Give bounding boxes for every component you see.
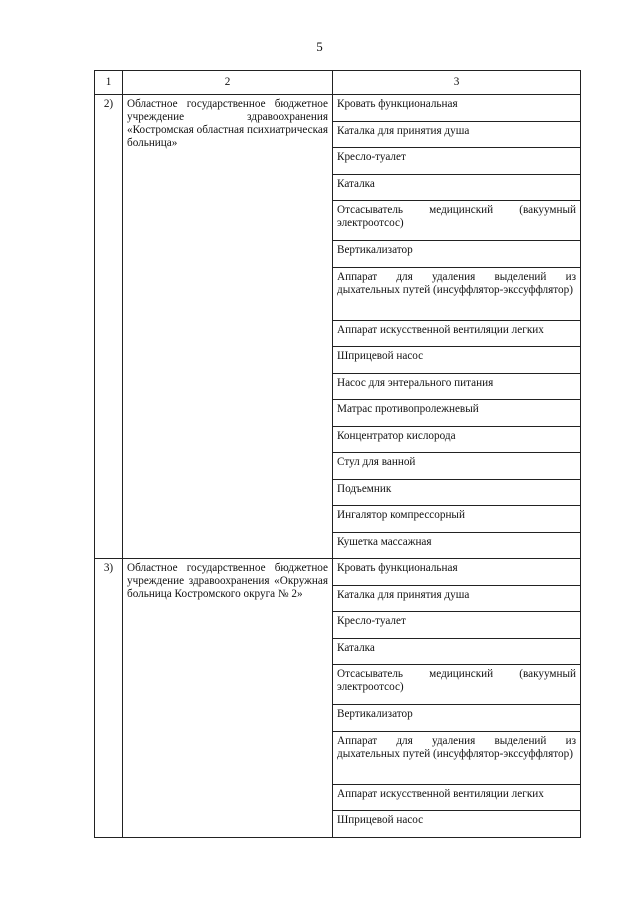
equipment-item: Насос для энтерального питания: [333, 373, 581, 400]
equipment-item: Ингалятор компрессорный: [333, 506, 581, 533]
equipment-item: Шприцевой насос: [333, 347, 581, 374]
equipment-item: Отсасыватель медицинский (вакуумный электроотсос): [333, 665, 581, 705]
equipment-item: Кровать функциональная: [333, 95, 581, 122]
table-row: [95, 95, 581, 122]
equipment-item: Вертикализатор: [333, 705, 581, 732]
equipment-item: Кресло-туалет: [333, 148, 581, 175]
equipment-item: Аппарат искусственной вентиляции легких: [333, 784, 581, 811]
row-number: 2): [95, 95, 123, 559]
equipment-table: [94, 70, 581, 838]
equipment-item: Кресло-туалет: [333, 612, 581, 639]
equipment-item: Шприцевой насос: [333, 811, 581, 838]
equipment-item: Каталка для принятия душа: [333, 121, 581, 148]
organization-name: Областное государственное бюджетное учреждение здравоохранения «Окружная больница Костромского округа № 2»: [123, 559, 333, 838]
equipment-item: Матрас противопролежневый: [333, 400, 581, 427]
equipment-item: Вертикализатор: [333, 241, 581, 268]
equipment-item: Аппарат для удаления выделений из дыхательных путей (инсуффлятор-экссуффлятор): [333, 731, 581, 784]
header-col-2: 2: [123, 71, 333, 95]
equipment-item: Кушетка массажная: [333, 532, 581, 559]
equipment-item: Каталка для принятия душа: [333, 585, 581, 612]
equipment-item: Каталка: [333, 174, 581, 201]
table-header-row: [95, 71, 581, 95]
equipment-item: Каталка: [333, 638, 581, 665]
equipment-item: Кровать функциональная: [333, 559, 581, 586]
equipment-item: Аппарат искусственной вентиляции легких: [333, 320, 581, 347]
header-col-3: 3: [333, 71, 581, 95]
equipment-item: Аппарат для удаления выделений из дыхательных путей (инсуффлятор-экссуффлятор): [333, 267, 581, 320]
row-number: 3): [95, 559, 123, 838]
equipment-item: Отсасыватель медицинский (вакуумный электроотсос): [333, 201, 581, 241]
table-row: [95, 559, 581, 586]
equipment-item: Концентратор кислорода: [333, 426, 581, 453]
page-number: 5: [316, 39, 323, 54]
equipment-item: Подъемник: [333, 479, 581, 506]
organization-name: Областное государственное бюджетное учреждение здравоохранения «Костромская областная психиатрическая больница»: [123, 95, 333, 559]
header-col-1: 1: [95, 71, 123, 95]
equipment-item: Стул для ванной: [333, 453, 581, 480]
